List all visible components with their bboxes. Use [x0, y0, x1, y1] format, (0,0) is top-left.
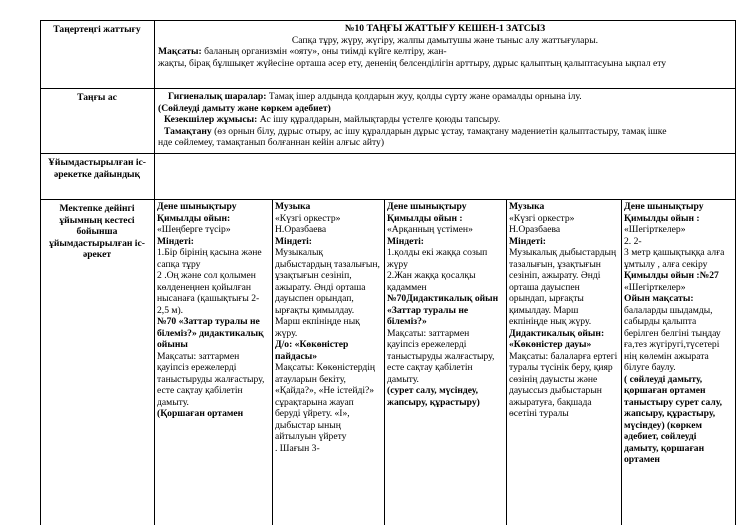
- table-border-right: [735, 20, 736, 525]
- schedule-text-line: Музыка: [509, 201, 545, 212]
- breakfast-content: [154, 88, 736, 153]
- schedule-text-line: Мақсаты: заттармен қауіпсіз ережелерді таныстыруды жалғастыру, есте сақтау қабілетін дамыту.: [157, 350, 265, 408]
- schedule-text-line: Міндеті:: [157, 235, 194, 247]
- meal-text: (өз орнын білу, дұрыс отыру, ас ішу құралдарын дұрыс ұстау, тамақтану мәдениетін қалыптастыру, тамақ ішке: [211, 125, 667, 137]
- morning-exercise-goal: [158, 46, 732, 58]
- schedule-text-line: «Арқанның үстімен»: [387, 224, 473, 235]
- schedule-text-line: Мақсаты: Көкөністердің атауларын бекіту, «Қайда?», «Не істейді?» сұрақтарына жауап беруді үйрету. «І», дыбыстар ының айтылуын үйрету: [275, 362, 376, 442]
- schedule-text-line: 2 .Оң және сол қолымен көлденеңнен қойылған нысанаға (қашықтығы 2-2,5 м).: [157, 270, 260, 316]
- schedule-text-line: «Шегірткелер»: [624, 281, 686, 293]
- schedule-text-line: Мақсаты: заттармен қауіпсіз ережелерді таныстыруды жалғастыру, есте сақтау қабілетін дамыту.: [387, 327, 495, 385]
- schedule-text-line: балаларды шыдамды, сабырды қалыпта берілген белгіні тыңдау ға,тез жүгіругі,түсетері нің көлемін ажырата білуге баулу.: [624, 304, 721, 373]
- schedule-text-line: ( сөйлеуді дамыту, қоршаған ортамен таныстыру сурет салу, жапсыру, құрастыру, мүсіндеу) (көркем әдебиет, сөйлеуді дамыту, қоршаған ортамен: [624, 373, 723, 465]
- table-rule: [384, 199, 385, 525]
- schedule-text-line: 1.Бір бірінің қасына және сапқа тұру: [157, 247, 262, 270]
- schedule-text-line: Музыкалық дыбыстардың тазалығын, ұзақтығын сезініп, ажырату. Әнді орташа дауыспен орындап, ырғақты қимылдау. Марш екпініңде нық жүру.: [509, 247, 617, 327]
- meal-line-cont: нде сөйлемеу, тамақтанып болғаннан кейін алғыс айту): [158, 137, 385, 148]
- schedule-text-line: Қимылды ойын :: [624, 212, 700, 224]
- table-border-left: [40, 20, 41, 525]
- schedule-column-friday: [621, 199, 736, 525]
- morning-exercise-content: [154, 20, 736, 88]
- schedule-text-line: Дидактикалық ойын: «Көкөністер дауы»: [509, 327, 605, 350]
- duty-label: Кезекшілер жұмысы:: [164, 114, 258, 125]
- schedule-label: Мектепке дейінгі ұйымның кестесі бойынша ұйымдастырылған іс-әрекет: [49, 203, 145, 260]
- preparation-label: Ұйымдастырылған іс-әрекетке дайындық: [48, 157, 146, 180]
- meal-label: Тамақтану: [164, 125, 212, 137]
- schedule-text-line: 3 метр қашықтыққа алға ұмтылу , алға секіру: [624, 247, 725, 270]
- goal-label: Мақсаты:: [158, 46, 202, 57]
- schedule-text-line: Міндеті:: [275, 235, 312, 247]
- lesson-plan-table: [40, 20, 736, 525]
- schedule-column-wednesday: [384, 199, 506, 525]
- table-border-top: [40, 20, 736, 21]
- schedule-text-line: . Шағын 3-: [275, 442, 320, 454]
- meal-line: [158, 126, 732, 138]
- schedule-column-thursday: [506, 199, 621, 525]
- schedule-text-line: Мақсаты: балаларға ертегі туралы түсінік беру, қияр сөзінің дауысты және дауыссыз дыбыстарын ажыратуға, бақшада өсетіні туралы: [509, 350, 618, 419]
- schedule-text-line: Ойын мақсаты:: [624, 293, 694, 304]
- schedule-text-line: Қимылды ойын :№27: [624, 270, 719, 281]
- schedule-text-line: 2. 2-: [624, 235, 642, 247]
- schedule-text-line: Н.Оразбаева: [275, 224, 327, 235]
- morning-exercise-line: Сапқа тұру, жүру, жүгіру, жалпы дамытушы және тыныс алу жаттығулары.: [291, 34, 599, 46]
- schedule-text-line: Музыкалық дыбыстардың тазалығын, ұзақтығын сезініп, ажырату. Әнді орташа дауыспен орындап, ырғақты қимылдау. Марш екпініңде нық жүру.: [275, 247, 380, 339]
- schedule-text-line: Н.Оразбаева: [509, 224, 561, 235]
- schedule-text-line: №70 «Заттар туралы не білеміз?» дидактикалық ойыны: [157, 316, 264, 350]
- duty-line: [158, 114, 732, 126]
- goal-text: баланың организмін «оятy», оны тиімді күйге келтіру, жан-: [201, 46, 447, 57]
- schedule-text-line: 2.Жан жаққа қосалқы қадаммен: [387, 270, 476, 293]
- table-rule: [621, 199, 622, 525]
- schedule-text-line: Дене шынықтыру: [157, 201, 237, 212]
- schedule-text-line: (Қоршаған ортамен: [157, 408, 244, 419]
- schedule-text-line: «Заттар туралы не білеміз?»: [387, 304, 469, 327]
- table-rule: [40, 153, 736, 154]
- hygiene-label: Гигиеналық шаралар:: [168, 91, 267, 102]
- schedule-text-line: (сурет салу, мүсіндеу, жапсыру, құрастыру): [387, 385, 480, 408]
- schedule-text-line: «Шеңберге түсір»: [157, 224, 231, 235]
- speech-dev-line: (Сөйлеуді дамыту және көркем әдебиет): [158, 102, 331, 114]
- schedule-text-line: «Күзгі оркестр»: [275, 212, 341, 224]
- morning-exercise-label: Таңертеңгі жаттығу: [53, 24, 141, 35]
- schedule-text-line: Қимылды ойын:: [157, 212, 231, 224]
- table-rule: [506, 199, 507, 525]
- schedule-text-line: Дене шынықтыру: [624, 201, 704, 212]
- schedule-column-monday: [154, 199, 272, 525]
- duty-text: Ас ішу құралдарын, майлықтарды үстелге қоюды тапсыру.: [257, 114, 501, 125]
- table-rule: [272, 199, 273, 525]
- schedule-text-line: Д/о: «Көкөністер пайдасы»: [275, 339, 349, 362]
- schedule-text-line: «Шегірткелер»: [624, 224, 686, 235]
- schedule-text-line: Музыка: [275, 201, 311, 212]
- schedule-text-line: «Күзгі оркестр»: [509, 212, 575, 224]
- schedule-text-line: Дене шынықтыру: [387, 201, 467, 212]
- table-rule: [40, 88, 736, 89]
- breakfast-label: Таңғы ас: [77, 92, 117, 103]
- morning-exercise-goal-cont: жақты, бірақ бұлшықет жүйесіне орташа әсер ету, дененің белсенділігін арттыру, дұрыс қалыптың қалыптасуына ықпал ету: [158, 57, 667, 69]
- table-rule: [154, 20, 155, 525]
- table-rule: [40, 199, 736, 200]
- preparation-content: [154, 153, 736, 199]
- schedule-text-line: Міндеті:: [387, 235, 424, 247]
- morning-exercise-title: №10 ТАҢҒЫ ЖАТТЫҒУ КЕШЕН-1 ЗАТСЫЗ: [344, 23, 546, 34]
- schedule-text-line: 1.қолды екі жаққа созып жүру: [387, 247, 488, 270]
- schedule-column-tuesday: [272, 199, 384, 525]
- hygiene-text: Тамақ ішер алдында қолдарын жуу, қолды сүрту және орамалды орнына ілу.: [266, 91, 582, 102]
- schedule-text-line: Қимылды ойын :: [387, 212, 463, 224]
- hygiene-line: [158, 91, 732, 103]
- schedule-text-line: №70Дидактикалық ойын: [387, 293, 499, 304]
- schedule-text-line: Міндеті:: [509, 235, 546, 247]
